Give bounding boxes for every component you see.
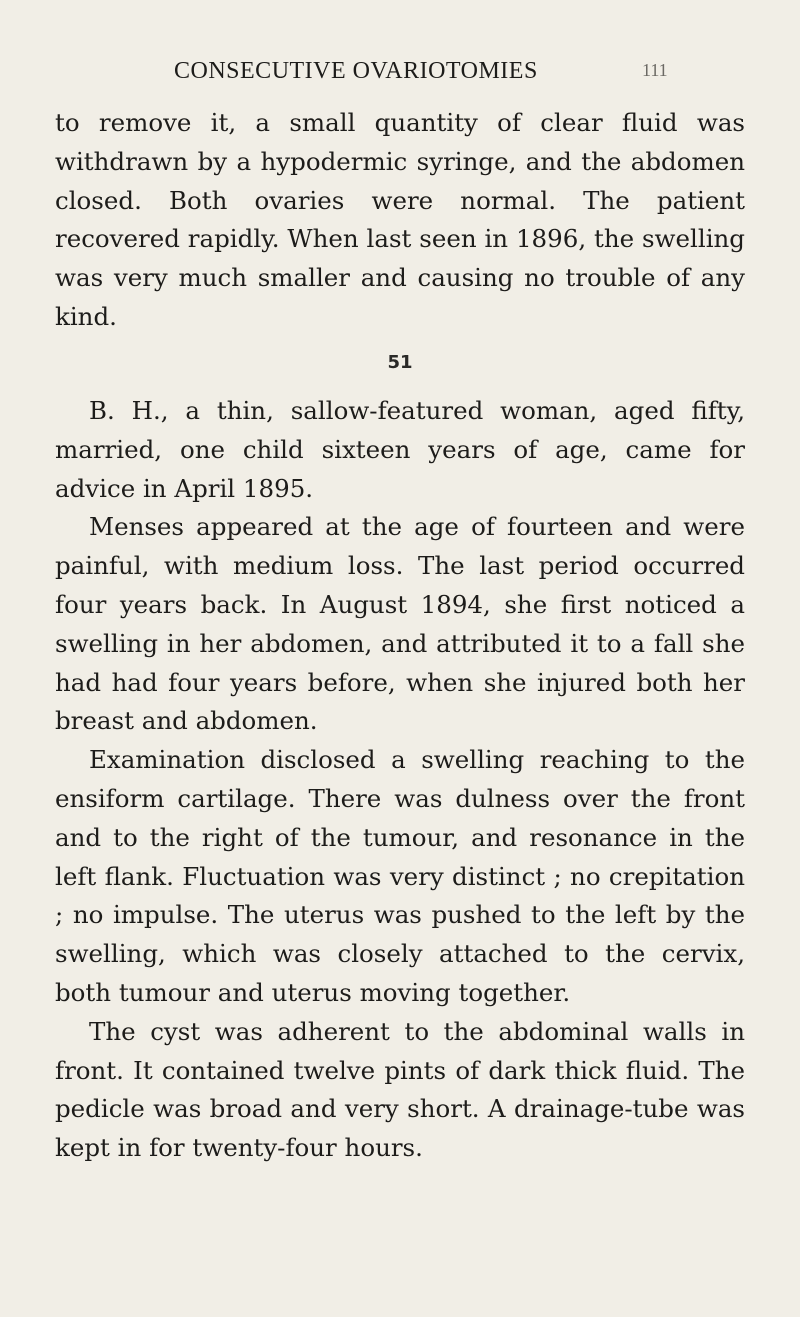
case-paragraph-history: Menses appeared at the age of fourteen and were painful, with medium loss. The last period occurred four years back. In August 1894, she first noticed a swelling in her abdomen, and attributed it to a fall she had had four years before, when she injured both her breast and abdomen. [55, 512, 745, 736]
page-number: 111 [642, 60, 668, 80]
case-paragraph-operation: The cyst was adherent to the abdominal walls in front. It contained twelve pints of dark thick fluid. The pedicle was broad and very short. A drainage-tube was kept in for twenty-four hours. [55, 1016, 745, 1163]
continuation-paragraph: to remove it, a small quantity of clear fluid was withdrawn by a hypodermic syringe, and the abdomen closed. Both ovaries were normal. The patient recovered rapidly. When last seen in 1896, the swelling was very much smaller and causing no trouble of any kind. [55, 108, 745, 331]
running-title: CONSECUTIVE OVARIOTOMIES [174, 58, 538, 84]
case-number-heading: 51 [387, 352, 413, 373]
continuation-text [55, 104, 745, 337]
case-paragraph-intro: B. H., a thin, sallow-featured woman, aged fifty, married, one child sixteen years of age, came for advice in April 1895. [55, 396, 745, 503]
running-header [174, 58, 694, 94]
case-paragraph-examination: Examination disclosed a swelling reaching to the ensiform cartilage. There was dulness over the front and to the right of the tumour, and resonance in the left flank. Fluctuation was very distinct ; no crepitation ; no impulse. The uterus was pushed to the left by the swelling, which was closely attached to the cervix, both tumour and uterus moving together. [55, 745, 745, 1007]
case-body [55, 392, 745, 1168]
